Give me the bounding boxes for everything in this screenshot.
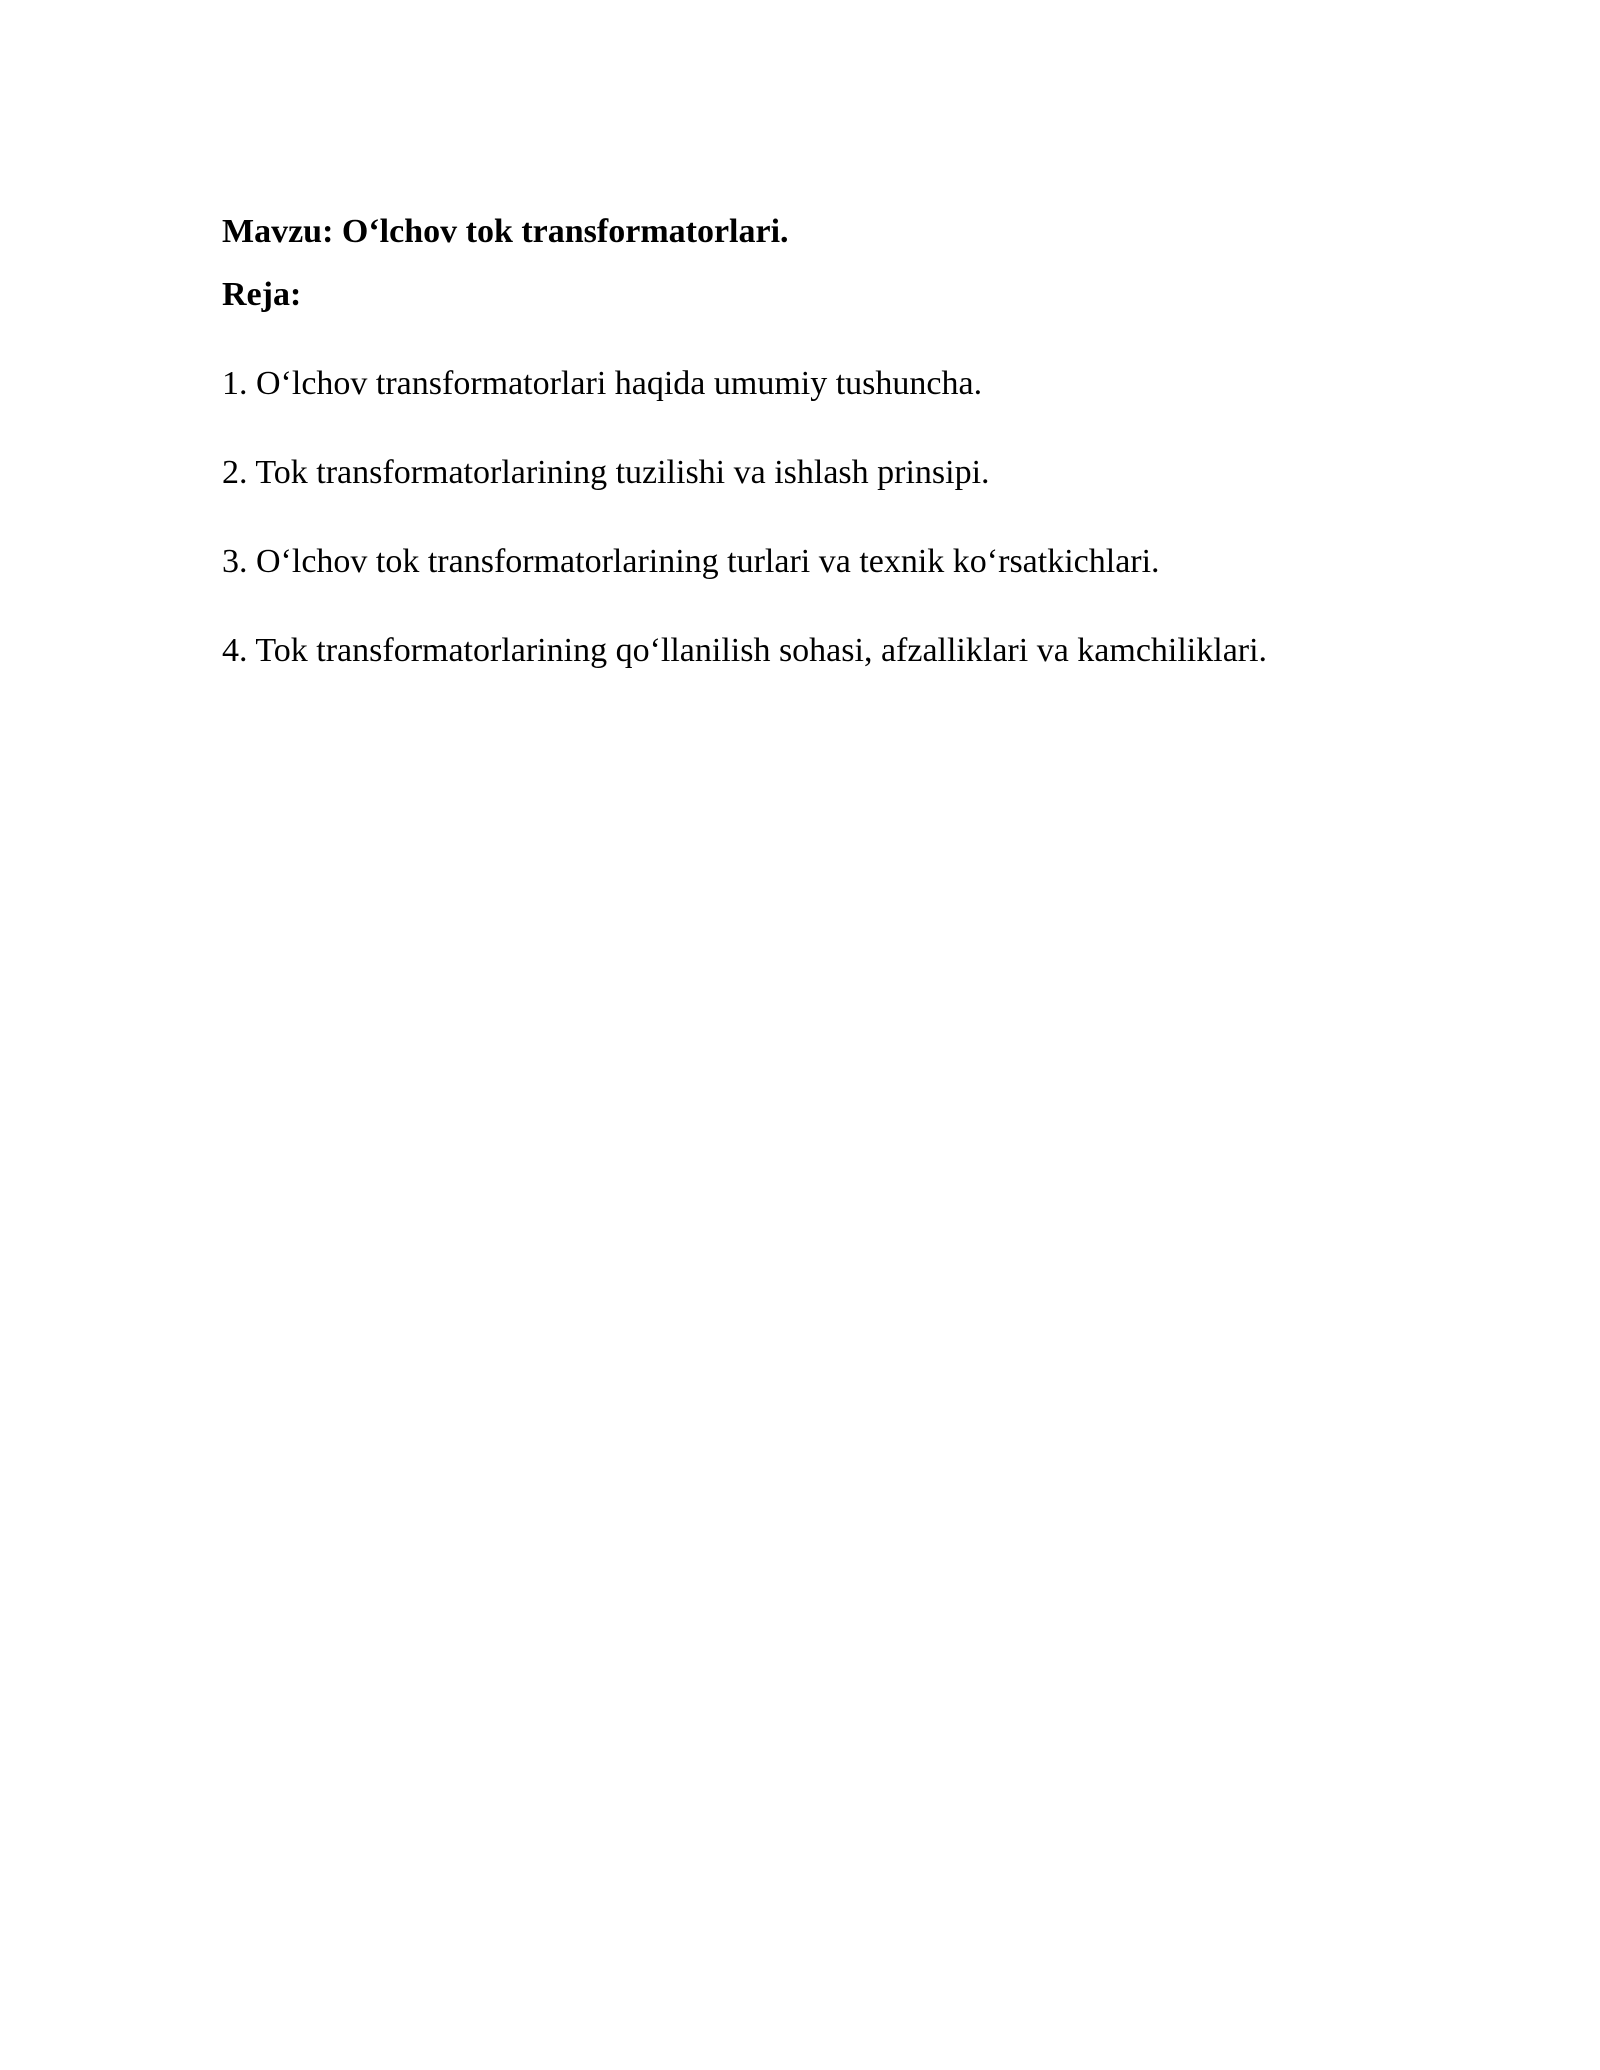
plan-item-1: 1. O‘lchov transformatorlari haqida umumiy tushuncha. (222, 365, 983, 402)
plan-list (222, 360, 1382, 675)
plan-heading: Reja: (222, 276, 302, 313)
plan-item-3: 3. O‘lchov tok transformatorlarining turlari va texnik ko‘rsatkichlari. (222, 543, 1160, 580)
plan-item-2: 2. Tok transformatorlarining tuzilishi va ishlash prinsipi. (222, 454, 990, 491)
document-title: Mavzu: O‘lchov tok transformatorlari. (222, 213, 789, 250)
plan-item-4: 4. Tok transformatorlarining qo‘llanilish sohasi, afzalliklari va kamchiliklari. (222, 632, 1268, 669)
document-body (222, 208, 1382, 716)
